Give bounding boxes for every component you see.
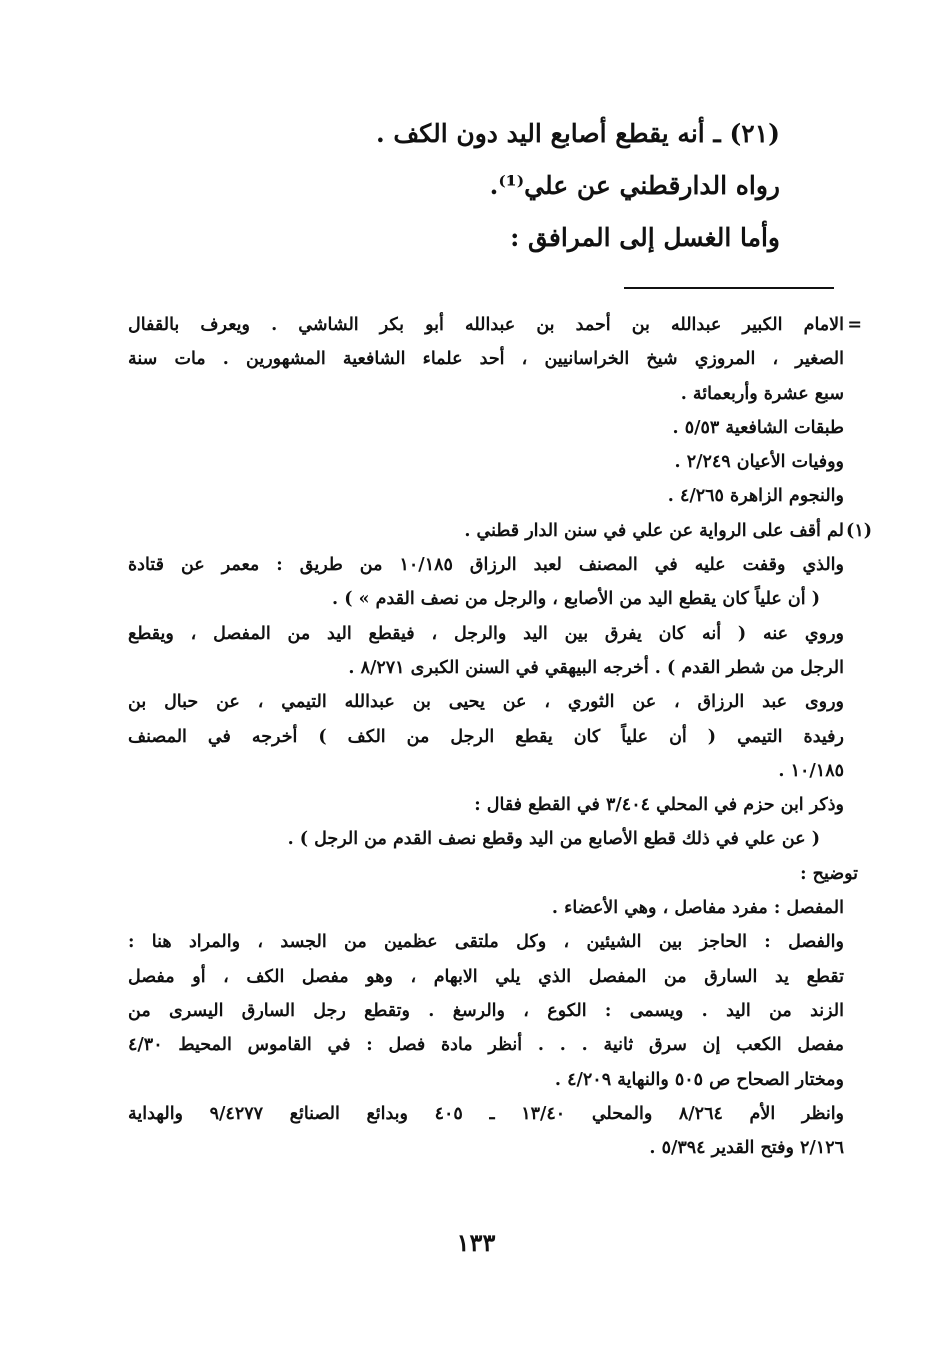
- note-1-line-2: والذي وقفت عليه في المصنف لعبد الرزاق ١٠/١٨٥ من طريق : معمر عن قتادة: [128, 555, 844, 576]
- note-1-line-7: رفيدة التيمي ( أن علياً كان يقطع الرجل من الكف ) أخرجه في المصنف: [128, 726, 844, 747]
- clarification-line-3: تقطع يد السارق من المفصل الذي يلي الابهام ، وهو مفصل الكف ، أو مفصل: [128, 966, 844, 987]
- main-text: [160, 108, 780, 264]
- clarification-line-2: والفصل : الحاجز بين الشيئين ، وكل ملتقى عظمين من الجسد ، والمراد هنا :: [128, 932, 844, 953]
- note-1-line-9: وذكر ابن حزم في المحلي ٣/٤٠٤ في القطع فقال :: [474, 795, 844, 816]
- note-star-marker: =: [847, 315, 862, 335]
- clarification-line-7: وانظر الأم ٨/٢٦٤ والمحلي ١٣/٤٠ ـ ٤٠٥ وبدائع الصنائع ٩/٤٢٧٧ والهداية: [128, 1103, 845, 1124]
- note-star-bio-2: الصغير ، المروزي شيخ الخراسانيين ، أحد علماء الشافعية المشهورين . مات سنة: [128, 349, 844, 370]
- clarification-line-8: ٢/١٢٦ وفتح القدير ٥/٣٩٤ .: [649, 1138, 844, 1159]
- note-1-line-3: ( أن علياً كان يقطع اليد من الأصابع ، والرجل من نصف القدم » ) .: [332, 589, 820, 610]
- note-1-line: [128, 514, 872, 548]
- main-line-3: وأما الغسل إلى المرافق :: [510, 223, 780, 252]
- footnotes: [128, 308, 872, 1165]
- clarification-line-6: ومختار الصحاح ص ٥٠٥ والنهاية ٤/٢٠٩ .: [554, 1069, 844, 1090]
- note-1-line-6: وروى عبد الرزاق ، عن الثوري ، عن يحيى بن عبدالله التيمي ، عن حبال بن: [128, 692, 844, 713]
- note-star-source-2: ووفيات الأعيان ٢/٢٤٩ .: [674, 452, 844, 473]
- clarification-heading: توضيح :: [800, 863, 858, 884]
- page-number: ١٣٣: [456, 1228, 496, 1257]
- main-line-2: رواه الدارقطني عن علي⁽¹⁾.: [489, 171, 780, 200]
- note-star-line: [128, 308, 862, 342]
- note-1-line-4: وروي عنه ( أنه كان يفرق بين اليد والرجل ، فيقطع اليد من المفصل ، ويقطع: [128, 623, 844, 644]
- main-line-1: (٢١) ـ أنه يقطع أصابع اليد دون الكف .: [375, 119, 780, 148]
- note-1-line-8: ١٠/١٨٥ .: [778, 760, 844, 781]
- clarification-line-5: مفصل الكعب إن سرق ثانية . . . أنظر مادة فصل : في القاموس المحيط ٤/٣٠: [128, 1035, 844, 1056]
- note-1-line-5: الرجل من شطر القدم ) . أخرجه البيهقي في السنن الكبرى ٨/٢٧١ .: [348, 657, 844, 678]
- note-1-marker: (١): [846, 520, 872, 541]
- clarification-line-1: المفصل : مفرد مفاصل ، وهي الأعضاء .: [551, 898, 844, 919]
- note-star-bio-1: الامام الكبير عبدالله بن أحمد بن عبدالله أبو بكر الشاشي . ويعرف بالقفال: [128, 315, 844, 335]
- note-star-source-3: والنجوم الزاهرة ٤/٢٦٥ .: [667, 486, 844, 507]
- note-1-line-10: ( عن علي في ذلك قطع الأصابع من اليد وقطع نصف القدم من الرجل ) .: [287, 829, 820, 850]
- note-star-source-1: طبقات الشافعية ٥/٥٣ .: [672, 417, 844, 438]
- footnote-separator: [624, 287, 834, 289]
- note-1-line-1: لم أقف على الرواية عن علي في سنن الدار قطني .: [464, 520, 844, 541]
- clarification-line-4: الزند من اليد . ويسمى : الكوع ، والرسغ . وتقطع رجل السارق اليسرى من: [128, 1000, 844, 1021]
- note-star-bio-3: سبع عشرة وأربعمائة .: [680, 383, 844, 404]
